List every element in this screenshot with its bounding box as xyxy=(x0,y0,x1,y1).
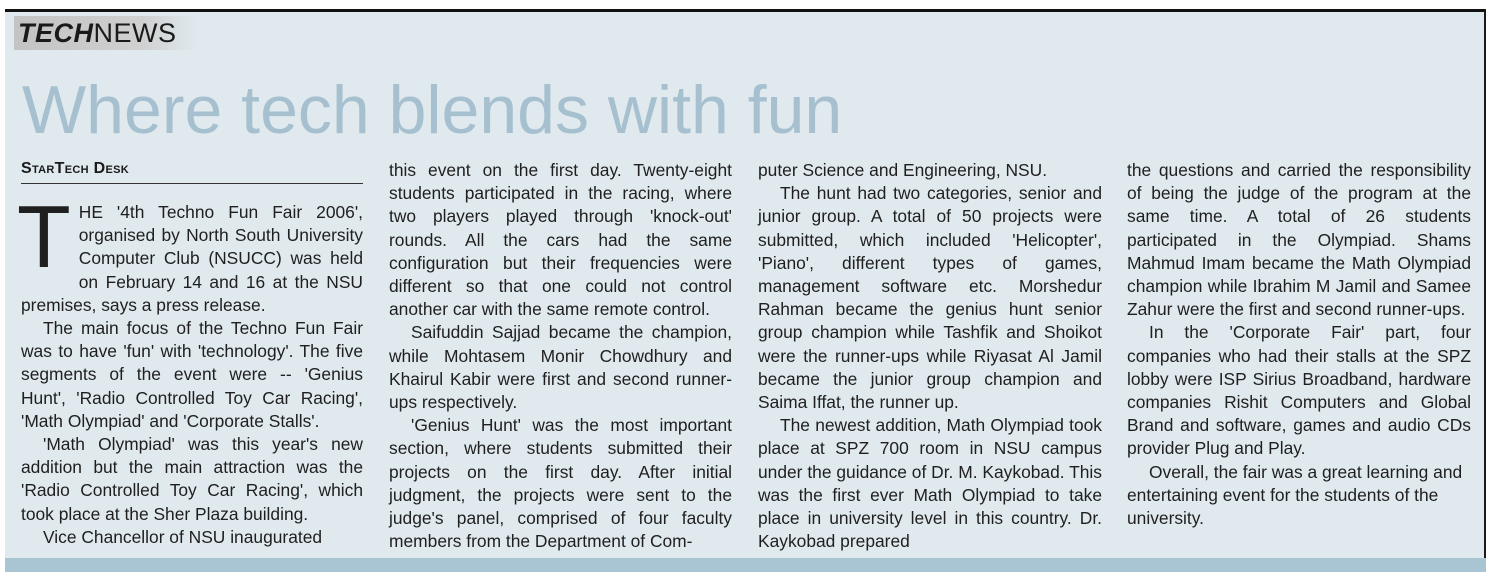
paragraph: the questions and carried the responsibility of being the judge of the program at the same time. A total of 26 students participated in the Olympiad. Shams Mahmud Imam became the Math Olympiad champion while Ibrahim M Jamil and Samee Zahur were the first and second runner-ups. xyxy=(1127,160,1471,320)
section-label xyxy=(14,16,197,50)
paragraph: The hunt had two categories, senior and junior group. A total of 50 projects were submitted, which included 'Helicopter', 'Piano', different types of games, management software etc. Morshedur Rahman became the genius hunt senior group champion while Tashfik and Shoikot were the runner-ups while Riyasat Al Jamil became the junior group champion and Saima Iffat, the runner up. xyxy=(758,183,1102,413)
paragraph-intro-text: HE '4th Techno Fun Fair 2006', organised by North South University Computer Club (NSUCC) was held on February 14 and 16 at the NSU premises, says a press release. xyxy=(21,202,363,315)
paragraph: Overall, the fair was a great learning and entertaining event for the students of the university. xyxy=(1127,461,1463,529)
paragraph: puter Science and Engineering, NSU. xyxy=(758,160,1048,180)
paragraph: this event on the first day. Twenty-eight students participated in the racing, where two players played through 'knock-out' rounds. All the cars had the same configuration but their frequencies were different so that one could not control another car with the same remote control. xyxy=(389,160,732,320)
drop-cap: T xyxy=(17,187,71,286)
article-column-1 xyxy=(17,158,363,549)
byline-text: StarTech Desk xyxy=(21,160,129,177)
headline: Where tech blends with fun xyxy=(22,72,843,148)
top-rule xyxy=(5,9,1486,12)
paragraph: The main focus of the Techno Fun Fair was to have 'fun' with 'technology'. The five segments of the event were -- 'Genius Hunt', 'Radio Controlled Toy Car Racing', 'Math Olympiad' and 'Corporate Stalls'. xyxy=(21,318,363,431)
section-label-rest: NEWS xyxy=(93,18,177,48)
paragraph-intro xyxy=(17,187,363,317)
paragraph: The newest addition, Math Olympiad took place at SPZ 700 room in NSU campus under the guidance of Dr. M. Kaykobad. This was the first ever Math Olympiad to take place in university level in this country. Dr. Kaykobad prepared xyxy=(758,415,1102,552)
article-column-4 xyxy=(1127,159,1471,530)
article-column-3 xyxy=(758,159,1102,553)
article-column-2 xyxy=(389,159,732,553)
paragraph: 'Math Olympiad' was this year's new addition but the main attraction was the 'Radio Controlled Toy Car Racing', which took place at the Sher Plaza building. xyxy=(21,434,363,524)
paragraph: 'Genius Hunt' was the most important section, where students submitted their projects on the first day. After initial judgment, the projects were sent to the judge's panel, comprised of four faculty members from the Department of Com- xyxy=(389,415,732,552)
section-label-bold: TECH xyxy=(18,18,94,48)
paragraph: In the 'Corporate Fair' part, four companies who had their stalls at the SPZ lobby were ISP Sirius Broadband, hardware companies Rishit Computers and Global Brand and software, games and audio CDs provider Plug and Play. xyxy=(1127,322,1471,459)
right-rule xyxy=(1484,9,1486,569)
bottom-bar xyxy=(5,558,1486,572)
byline xyxy=(21,158,363,184)
paragraph: Saifuddin Sajjad became the champion, while Mohtasem Monir Chowdhury and Khairul Kabir were first and second runner-ups respectively. xyxy=(389,322,732,413)
paragraph: Vice Chancellor of NSU inaugurated xyxy=(43,526,323,547)
